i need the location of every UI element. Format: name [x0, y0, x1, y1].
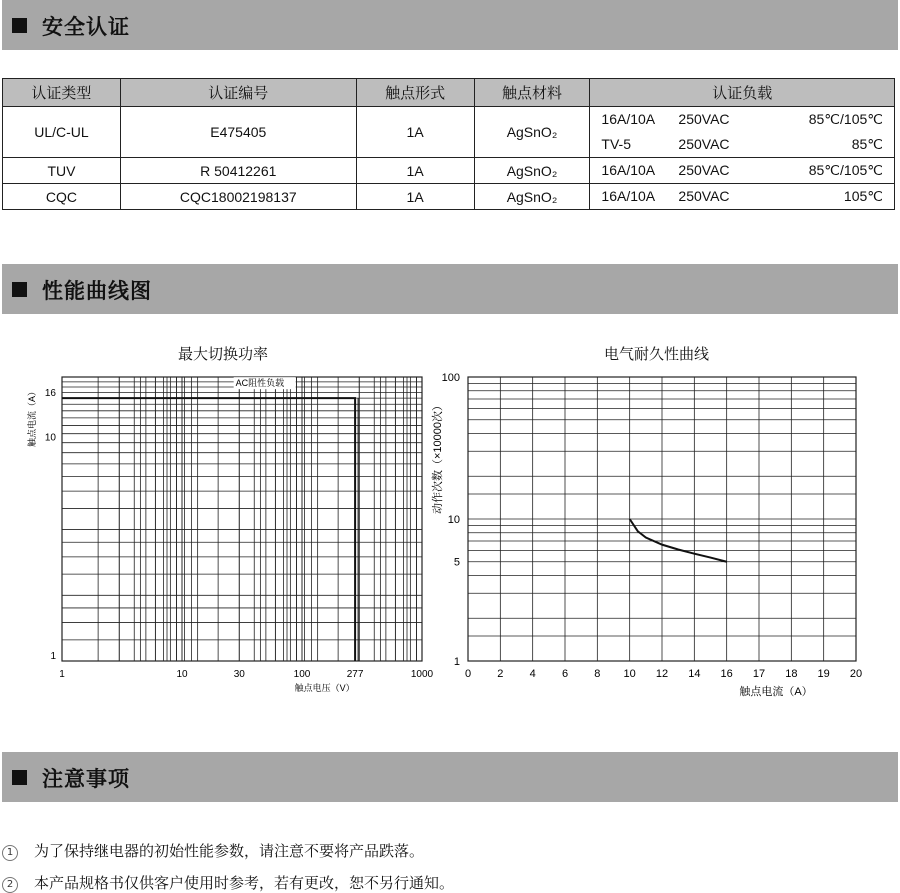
- column-header: 认证类型: [3, 79, 121, 107]
- contact-form-cell: 1A: [356, 184, 474, 210]
- section-header-certification: [2, 0, 898, 50]
- section-header-curves: [2, 264, 898, 314]
- table-row: [3, 184, 895, 210]
- load-temperature: 105℃: [843, 188, 883, 204]
- load-line: [596, 132, 888, 157]
- column-header: 触点形式: [356, 79, 474, 107]
- x-tick-label: 277: [346, 669, 364, 680]
- y-axis-label: 动作次数（×10000次）: [432, 399, 444, 515]
- column-header: 认证编号: [120, 79, 356, 107]
- cert-type-cell: UL/C-UL: [3, 107, 121, 158]
- x-tick-label: 10: [176, 669, 188, 680]
- x-tick-label: 10: [623, 668, 636, 680]
- note-text: 本产品规格书仅供客户使用时参考，若有更改，恕不另行通知。: [34, 874, 455, 892]
- y-tick-label: 1: [453, 656, 460, 668]
- x-tick-label: 2: [497, 668, 504, 680]
- circled-number: 2: [2, 877, 18, 893]
- section-title: 注意事项: [42, 767, 130, 791]
- load-current: TV-5: [601, 136, 631, 152]
- y-tick-label: 10: [447, 514, 460, 526]
- column-header: 认证负载: [590, 79, 895, 107]
- right-chart-title: 电气耐久性曲线: [604, 345, 710, 363]
- series-annotation: AC阻性负载: [235, 378, 285, 389]
- load-line: [596, 107, 888, 132]
- contact-material-cell: AgSnO₂: [474, 107, 590, 158]
- x-tick-label: 19: [817, 668, 830, 680]
- contact-form-cell: 1A: [356, 158, 474, 184]
- cert-load-cell: [590, 107, 895, 158]
- section-header-notes: [2, 752, 898, 802]
- x-tick-label: 6: [561, 668, 569, 680]
- x-tick-label: 20: [849, 668, 863, 680]
- load-voltage: 250VAC: [678, 188, 730, 204]
- electrical-endurance-chart: [425, 365, 895, 710]
- note-text: 为了保持继电器的初始性能参数，请注意不要将产品跌落。: [34, 842, 425, 860]
- x-tick-label: 0: [464, 668, 472, 680]
- table-row: [3, 158, 895, 184]
- plot-frame: [62, 377, 422, 661]
- x-tick-label: 8: [594, 668, 601, 680]
- x-tick-label: 18: [785, 668, 798, 680]
- load-voltage: 250VAC: [678, 136, 730, 152]
- x-tick-label: 16: [720, 668, 733, 680]
- cert-number-cell: R 50412261: [120, 158, 356, 184]
- cert-load-cell: [590, 158, 895, 184]
- contact-form-cell: 1A: [356, 107, 474, 158]
- load-temperature: 85℃: [851, 136, 883, 152]
- section-title: 安全认证: [42, 15, 130, 39]
- cert-load-cell: [590, 184, 895, 210]
- left-chart-title: 最大切换功率: [178, 345, 269, 363]
- contact-material-cell: AgSnO₂: [474, 184, 590, 210]
- max-switching-power-chart: [20, 365, 440, 705]
- load-line: [596, 158, 888, 183]
- cert-number-cell: CQC18002198137: [120, 184, 356, 210]
- contact-material-cell: AgSnO₂: [474, 158, 590, 184]
- y-tick-label: 10: [44, 432, 56, 444]
- y-tick-label: 100: [441, 372, 460, 384]
- x-tick-label: 1000: [410, 669, 434, 680]
- x-tick-label: 17: [752, 668, 766, 680]
- load-current: 16A/10A: [601, 188, 656, 204]
- y-tick-label: 1: [50, 651, 56, 662]
- x-tick-label: 1: [59, 669, 65, 680]
- table-row: [3, 107, 895, 158]
- cert-type-cell: TUV: [3, 158, 121, 184]
- x-axis-label: 触点电压（V）: [294, 683, 355, 693]
- x-tick-label: 100: [293, 669, 311, 680]
- load-temperature: 85℃/105℃: [808, 162, 883, 178]
- cert-number-cell: E475405: [120, 107, 356, 158]
- cert-type-cell: CQC: [3, 184, 121, 210]
- y-tick-label: 5: [453, 556, 460, 569]
- x-tick-label: 14: [688, 668, 701, 680]
- x-tick-label: 4: [529, 668, 536, 680]
- section-title: 性能曲线图: [42, 279, 152, 303]
- load-current: 16A/10A: [601, 111, 656, 127]
- column-header: 触点材料: [474, 79, 590, 107]
- load-voltage: 250VAC: [678, 162, 730, 178]
- circled-number: 1: [2, 845, 18, 861]
- table-header-row: [3, 79, 895, 107]
- x-tick-label: 30: [233, 669, 245, 680]
- square-bullet-icon: [12, 18, 27, 33]
- square-bullet-icon: [12, 770, 27, 785]
- load-current: 16A/10A: [601, 162, 656, 178]
- load-line: [596, 184, 888, 209]
- certification-table: [2, 78, 895, 210]
- y-tick-label: 16: [44, 388, 56, 400]
- y-axis-label: 触点电流（A）: [27, 386, 37, 448]
- note-item: [0, 840, 424, 861]
- x-tick-label: 12: [655, 668, 669, 680]
- square-bullet-icon: [12, 282, 27, 297]
- x-axis-label: 触点电流（A）: [739, 686, 813, 698]
- load-voltage: 250VAC: [678, 111, 730, 127]
- load-temperature: 85℃/105℃: [808, 111, 883, 127]
